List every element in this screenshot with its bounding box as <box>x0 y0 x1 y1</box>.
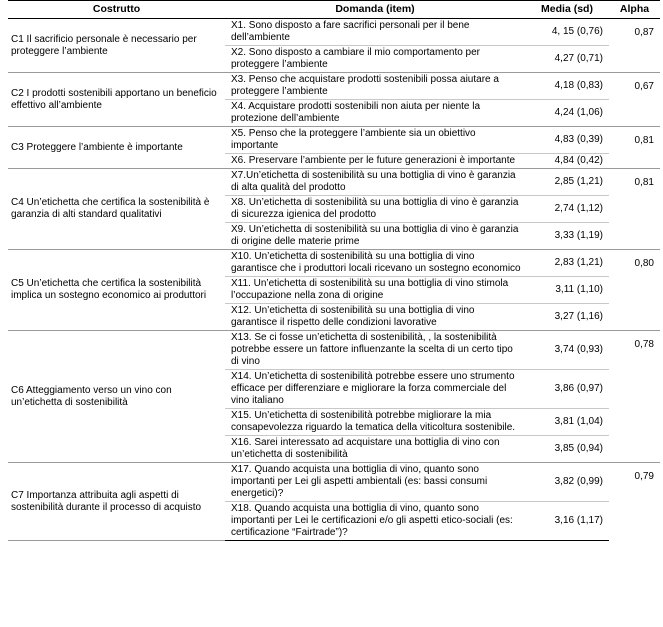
construct-alpha: 0,80 <box>609 250 660 331</box>
item-media: 3,27 (1,16) <box>525 304 609 331</box>
construct-alpha: 0,78 <box>609 331 660 463</box>
construct-alpha: 0,81 <box>609 127 660 169</box>
construct-alpha: 0,67 <box>609 73 660 127</box>
table-row <box>8 169 660 196</box>
item-question: X13. Se ci fosse un’etichetta di sostenibilità, , la sostenibilità potrebbe essere un fattore influenzante la scelta di un certo tipo di vino <box>225 331 525 370</box>
item-media: 2,83 (1,21) <box>525 250 609 277</box>
header-row <box>8 1 660 19</box>
item-media: 3,85 (0,94) <box>525 436 609 463</box>
construct-alpha: 0,87 <box>609 19 660 73</box>
header-costrutto: Costrutto <box>8 1 225 19</box>
item-question: X11. Un’etichetta di sostenibilità su una bottiglia di vino stimola l’occupazione nella zona di origine <box>225 277 525 304</box>
item-media: 3,82 (0,99) <box>525 463 609 502</box>
construct-label: C7 Importanza attribuita agli aspetti di sostenibilità durante il processo di acquisto <box>8 463 225 541</box>
item-media: 2,85 (1,21) <box>525 169 609 196</box>
item-media: 3,81 (1,04) <box>525 409 609 436</box>
item-question: X14. Un’etichetta di sostenibilità potrebbe essere uno strumento efficace per differenziare e migliorare la forza commerciale del vino italiano <box>225 370 525 409</box>
item-media: 4,83 (0,39) <box>525 127 609 154</box>
construct-label: C3 Proteggere l’ambiente è importante <box>8 127 225 169</box>
item-media: 3,74 (0,93) <box>525 331 609 370</box>
item-question: X17. Quando acquista una bottiglia di vino, quanto sono importanti per Lei gli aspetti ambientali (es: bassi consumi energetici)? <box>225 463 525 502</box>
table-row <box>8 127 660 154</box>
construct-alpha: 0,81 <box>609 169 660 250</box>
item-media: 4,18 (0,83) <box>525 73 609 100</box>
item-question: X15. Un’etichetta di sostenibilità potrebbe migliorare la mia consapevolezza riguardo la tematica della viticoltura sostenibile. <box>225 409 525 436</box>
item-media: 3,86 (0,97) <box>525 370 609 409</box>
item-media: 4,84 (0,42) <box>525 154 609 169</box>
item-question: X9. Un’etichetta di sostenibilità su una bottiglia di vino è garanzia di origine delle materie prime <box>225 223 525 250</box>
item-question: X10. Un’etichetta di sostenibilità su una bottiglia di vino garantisce che i produttori locali ricevano un sostegno economico <box>225 250 525 277</box>
construct-label: C4 Un’etichetta che certifica la sostenibilità è garanzia di alti standard qualitativi <box>8 169 225 250</box>
item-question: X3. Penso che acquistare prodotti sostenibili possa aiutare a proteggere l’ambiente <box>225 73 525 100</box>
item-question: X1. Sono disposto a fare sacrifici personali per il bene dell’ambiente <box>225 19 525 46</box>
item-question: X8. Un’etichetta di sostenibilità su una bottiglia di vino è garanzia di sicurezza igienica del prodotto <box>225 196 525 223</box>
item-media: 3,33 (1,19) <box>525 223 609 250</box>
table-row <box>8 73 660 100</box>
item-question: X4. Acquistare prodotti sostenibili non aiuta per niente la protezione dell’ambiente <box>225 100 525 127</box>
construct-label: C6 Atteggiamento verso un vino con un’etichetta di sostenibilità <box>8 331 225 463</box>
item-question: X16. Sarei interessato ad acquistare una bottiglia di vino con un’etichetta di sostenibilità <box>225 436 525 463</box>
item-question: X7.Un’etichetta di sostenibilità su una bottiglia di vino è garanzia di alta qualità del prodotto <box>225 169 525 196</box>
item-question: X18. Quando acquista una bottiglia di vino, quanto sono importanti per Lei le certificazioni e/o gli aspetti etico-sociali (es: certificazione “Fairtrade”)? <box>225 502 525 541</box>
header-alpha: Alpha <box>609 1 660 19</box>
item-media: 4, 15 (0,76) <box>525 19 609 46</box>
table-row <box>8 331 660 370</box>
table-row <box>8 250 660 277</box>
construct-alpha: 0,79 <box>609 463 660 541</box>
item-question: X2. Sono disposto a cambiare il mio comportamento per proteggere l’ambiente <box>225 46 525 73</box>
item-media: 3,16 (1,17) <box>525 502 609 541</box>
construct-label: C2 I prodotti sostenibili apportano un beneficio effettivo all’ambiente <box>8 73 225 127</box>
item-media: 4,24 (1,06) <box>525 100 609 127</box>
header-domanda: Domanda (item) <box>225 1 525 19</box>
construct-label: C1 Il sacrificio personale è necessario per proteggere l’ambiente <box>8 19 225 73</box>
table-row <box>8 463 660 502</box>
construct-label: C5 Un’etichetta che certifica la sostenibilità implica un sostegno economico ai produttori <box>8 250 225 331</box>
item-question: X5. Penso che la proteggere l’ambiente sia un obiettivo importante <box>225 127 525 154</box>
table-row <box>8 19 660 46</box>
header-media: Media (sd) <box>525 1 609 19</box>
item-media: 4,27 (0,71) <box>525 46 609 73</box>
item-media: 2,74 (1,12) <box>525 196 609 223</box>
item-media: 3,11 (1,10) <box>525 277 609 304</box>
item-question: X12. Un’etichetta di sostenibilità su una bottiglia di vino garantisce il rispetto delle condizioni lavorative <box>225 304 525 331</box>
constructs-table <box>8 0 660 541</box>
item-question: X6. Preservare l’ambiente per le future generazioni è importante <box>225 154 525 169</box>
